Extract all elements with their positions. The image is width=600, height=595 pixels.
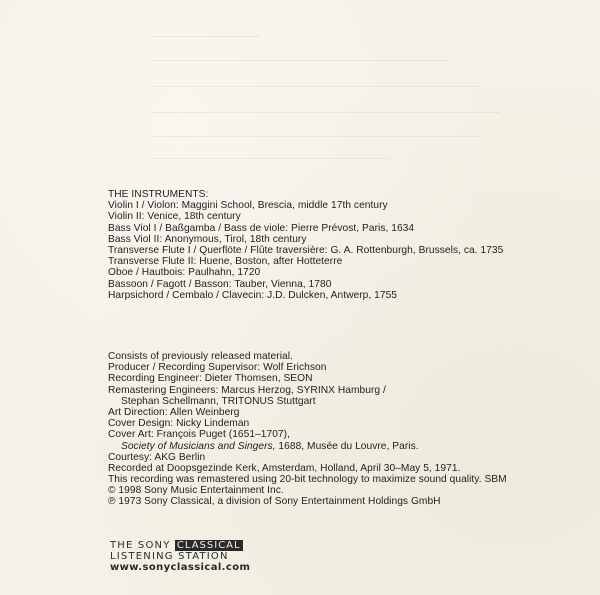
bleed-through-line — [150, 112, 500, 113]
logo-prefix: THE SONY — [110, 540, 175, 551]
instruments-section — [108, 189, 503, 301]
credit-copyright: © 1998 Sony Music Entertainment Inc. — [108, 485, 284, 497]
credit-remastering-engineers: Remastering Engineers: Marcus Herzog, SYRINX Hamburg / — [108, 384, 386, 396]
logo-row-1 — [110, 540, 250, 551]
credit-recording-engineer: Recording Engineer: Dieter Thomsen, SEON — [108, 373, 313, 385]
cover-art-details: 1688, Musée du Louvre, Paris. — [275, 440, 419, 452]
instrument-line: Violin I / Violon: Maggini School, Brescia, middle 17th century — [108, 200, 388, 212]
bleed-through-line — [150, 158, 390, 159]
instrument-line: Bass Viol I / Baßgamba / Bass de viole: Pierre Prévost, Paris, 1634 — [108, 222, 415, 234]
credit-cover-design: Cover Design: Nicky Lindeman — [108, 418, 250, 430]
website-url: www.sonyclassical.com — [110, 562, 251, 573]
credit-phonogram: ℗ 1973 Sony Classical, a division of Sony Entertainment Holdings GmbH — [108, 496, 441, 508]
sony-classical-logo — [110, 540, 250, 574]
credit-art-direction: Art Direction: Allen Weinberg — [108, 406, 240, 418]
credit-remastered: This recording was remastered using 20-bit technology to maximize sound quality. SBM — [108, 474, 507, 486]
instrument-line: Transverse Flute II: Huene, Boston, after Hotteterre — [108, 256, 343, 268]
logo-classical-inverse: CLASSICAL — [176, 540, 241, 551]
credit-remastering-engineers-cont: Stephan Schellmann, TRITONUS Stuttgart — [121, 395, 316, 407]
credit-consists: Consists of previously released material. — [108, 351, 293, 362]
bleed-through-line — [150, 36, 260, 37]
bleed-through-line — [150, 60, 450, 61]
instrument-line: Transverse Flute I / Querflöte / Flûte traversière: G. A. Rottenburgh, Brussels, ca. 1735 — [108, 244, 504, 256]
bleed-through-line — [150, 86, 480, 87]
instrument-line: Oboe / Hautbois: Paulhahn, 1720 — [108, 267, 261, 279]
instrument-line: Bass Viol II: Anonymous, Tirol, 18th century — [108, 233, 307, 245]
logo-row-2: LISTENING STATION — [110, 551, 229, 562]
credit-courtesy: Courtesy: AKG Berlin — [108, 451, 206, 463]
credit-cover-art: Cover Art: François Puget (1651–1707), — [108, 429, 290, 441]
credits-section — [108, 351, 507, 508]
instrument-line: Bassoon / Fagott / Basson: Tauber, Vienna, 1780 — [108, 278, 332, 290]
instruments-heading: THE INSTRUMENTS: — [108, 189, 209, 200]
credit-recorded: Recorded at Doopsgezinde Kerk, Amsterdam, Holland, April 30–May 5, 1971. — [108, 462, 461, 474]
cover-art-title: Society of Musicians and Singers, — [121, 440, 276, 452]
bleed-through-line — [150, 136, 480, 137]
credit-producer: Producer / Recording Supervisor: Wolf Erichson — [108, 362, 327, 374]
instrument-line: Violin II: Venice, 18th century — [108, 211, 241, 223]
credit-cover-art-cont — [108, 441, 507, 452]
instrument-line: Harpsichord / Cembalo / Clavecin: J.D. Dulcken, Antwerp, 1755 — [108, 289, 397, 301]
